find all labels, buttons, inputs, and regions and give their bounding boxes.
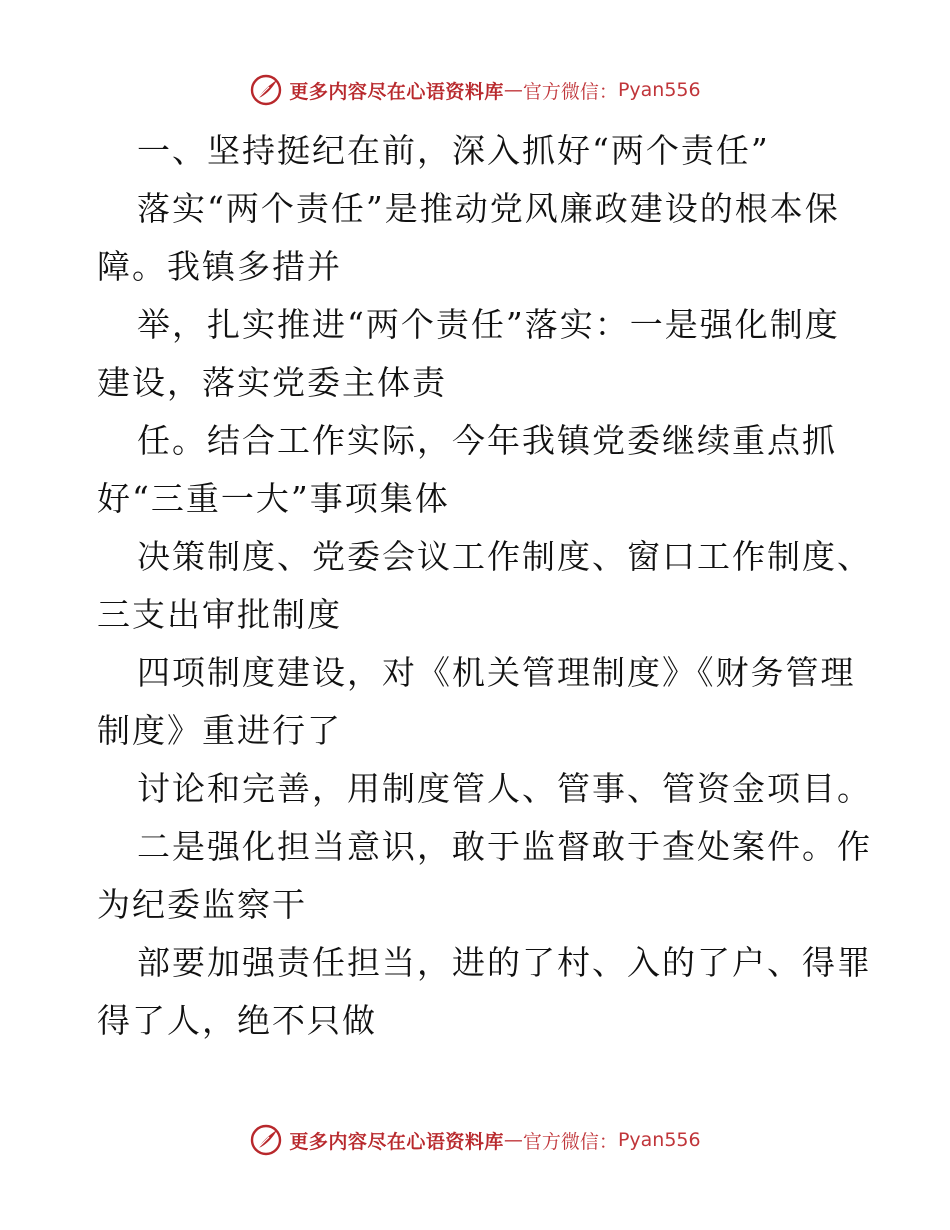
header-separator: — <box>503 79 523 101</box>
header-brand-text: 更多内容尽在心语资料库 <box>289 80 504 103</box>
text-line: 四项制度建设，对《机关管理制度》《财务管理 <box>137 653 856 692</box>
text-line: 一、坚持挺纪在前，深入抓好“两个责任” <box>137 131 770 170</box>
footer-wechat-label: 官方微信： <box>522 1130 618 1153</box>
header-watermark <box>0 68 950 112</box>
text-line: 建设，落实党委主体责 <box>97 363 447 402</box>
text-line: 讨论和完善，用制度管人、管事、管资金项目。 <box>137 769 872 808</box>
footer-brand-text: 更多内容尽在心语资料库 <box>289 1130 504 1153</box>
text-line: 决策制度、党委会议工作制度、窗口工作制度、 <box>137 537 872 576</box>
text-line: 为纪委监察干 <box>97 885 307 924</box>
text-line: 得了人，绝不只做 <box>97 1001 377 1040</box>
header-wechat-label: 官方微信： <box>522 80 618 103</box>
text-line: 部要加强责任担当，进的了村、入的了户、得罪 <box>137 943 872 982</box>
text-line: 三支出审批制度 <box>97 595 342 634</box>
text-line: 二是强化担当意识，敢于监督敢于查处案件。作 <box>137 827 872 866</box>
text-line: 好“三重一大”事项集体 <box>97 479 450 518</box>
footer-watermark <box>0 1118 950 1162</box>
text-line: 落实“两个责任”是推动党风廉政建设的根本保 <box>137 189 840 228</box>
footer-wechat-id: Pyan556 <box>617 1129 701 1151</box>
text-line: 障。我镇多措并 <box>97 247 342 286</box>
text-line: 任。结合工作实际，今年我镇党委继续重点抓 <box>137 421 837 460</box>
text-line: 举，扎实推进“两个责任”落实：一是强化制度 <box>137 305 840 344</box>
feather-pen-icon <box>249 1123 283 1157</box>
feather-pen-icon <box>249 73 283 107</box>
header-wechat-id: Pyan556 <box>617 79 701 101</box>
footer-separator: — <box>503 1129 523 1151</box>
text-line: 制度》重进行了 <box>97 711 342 750</box>
document-body <box>97 122 872 1050</box>
